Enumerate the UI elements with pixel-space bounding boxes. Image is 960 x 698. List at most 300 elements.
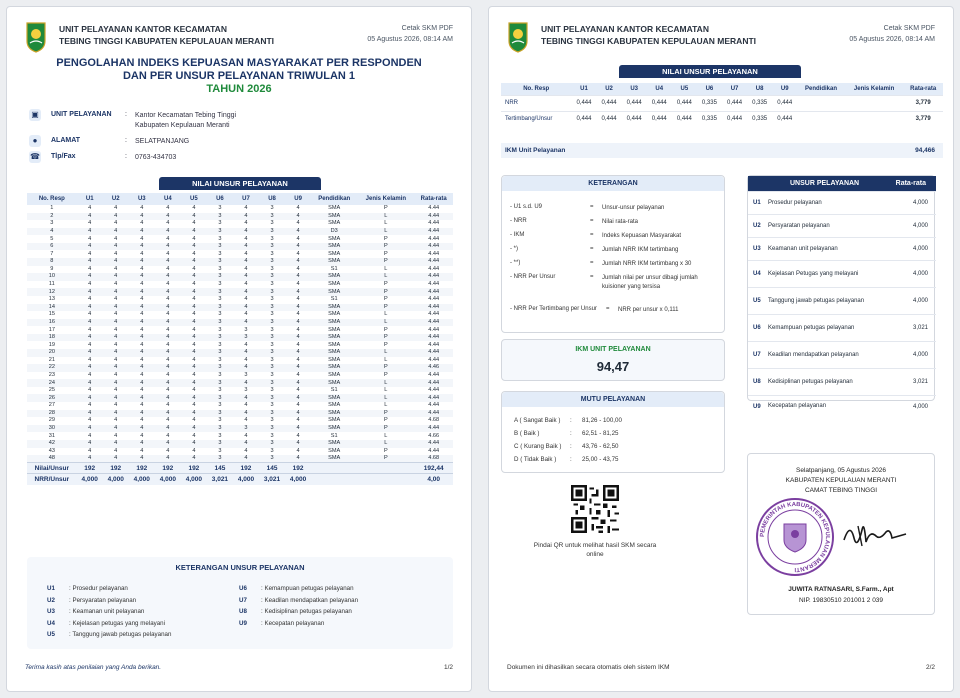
table-cell: 4 xyxy=(114,326,118,333)
table-cell: 3 xyxy=(207,304,233,312)
table-cell: 4 xyxy=(181,455,207,463)
table-cell: 3 xyxy=(207,258,233,266)
summary-cell xyxy=(357,474,414,485)
table-cell: 4 xyxy=(88,265,92,272)
table-cell: 4 xyxy=(155,425,181,433)
column-header: No. Resp xyxy=(27,193,77,205)
table-cell: L xyxy=(384,265,388,272)
table-cell: 4 xyxy=(155,273,181,281)
table-cell: 3 xyxy=(207,349,233,357)
table-cell: 4.44 xyxy=(428,356,440,363)
print-date: 05 Agustus 2026, 08:14 AM xyxy=(849,36,935,43)
table-cell: 19 xyxy=(48,341,55,348)
column-header: U6 xyxy=(697,83,722,95)
table-cell: 4 xyxy=(77,273,103,281)
table-cell: 0,444 xyxy=(772,111,797,127)
table-cell: 0,335 xyxy=(697,95,722,111)
table-cell: 3 xyxy=(218,402,222,409)
table-cell: 4 xyxy=(88,356,92,363)
table-cell: 3 xyxy=(259,273,285,281)
table-cell: 3 xyxy=(207,243,233,251)
table-cell: 3 xyxy=(207,425,233,433)
summary-row xyxy=(27,463,453,474)
table-cell: 4 xyxy=(244,402,248,409)
summary-cell: 4,000 xyxy=(103,474,129,485)
table-cell: SMA xyxy=(328,447,341,454)
table-cell: P xyxy=(383,417,388,424)
table-cell: D3 xyxy=(311,228,357,236)
table-cell: 4 xyxy=(114,235,118,242)
table-cell: SMA xyxy=(311,425,357,433)
table-row xyxy=(27,341,453,349)
table-cell: 10 xyxy=(27,273,77,281)
table-cell: 4 xyxy=(296,265,300,272)
table-cell: 4 xyxy=(129,440,155,448)
table-cell: 4 xyxy=(140,311,144,318)
table-cell: 4 xyxy=(192,432,196,439)
table-cell: 3,779 xyxy=(903,95,943,111)
table-cell: 4 xyxy=(114,341,118,348)
ikm-unit-value: 94,47 xyxy=(596,359,630,374)
unsur-row: U5 Tanggung jawab petugas pelayanan 4,000 xyxy=(748,288,936,315)
table-row xyxy=(27,296,453,304)
table-cell: 4.44 xyxy=(414,349,453,357)
table-cell: 4 xyxy=(155,410,181,418)
table-cell: 4 xyxy=(233,440,259,448)
table-cell: 3 xyxy=(259,243,285,251)
table-cell: P xyxy=(357,288,414,296)
table-cell: 4 xyxy=(155,319,181,327)
table-cell: 4 xyxy=(166,341,170,348)
table-cell: SMA xyxy=(311,379,357,387)
table-cell: L xyxy=(357,228,414,236)
table-cell: 4 xyxy=(129,349,155,357)
table-cell: 31 xyxy=(48,432,55,439)
table-cell: L xyxy=(357,319,414,327)
table-cell: 4 xyxy=(155,364,181,372)
table-cell: 4 xyxy=(155,213,181,221)
table-cell: 26 xyxy=(27,394,77,402)
column-header: U3 xyxy=(622,83,647,95)
table-row xyxy=(27,311,453,319)
table-cell: 3 xyxy=(233,425,259,433)
table-cell: 3 xyxy=(270,387,274,394)
table-cell: 0,444 xyxy=(647,111,672,127)
table-cell: 4.44 xyxy=(428,326,440,333)
column-header: U2 xyxy=(103,193,129,205)
info-unit: ▣ UNIT PELAYANAN : Kantor Kecamatan Tebing Tinggi Kabupaten Kepulauan Meranti xyxy=(29,109,449,135)
column-header: U1 xyxy=(77,193,103,205)
summary-cell: 4,000 xyxy=(181,474,207,485)
table-cell: 4 xyxy=(140,326,144,333)
table-cell: SMA xyxy=(328,341,341,348)
table-cell: 4 xyxy=(181,410,207,418)
table-cell: P xyxy=(383,372,388,378)
table-cell: 4 xyxy=(285,455,311,463)
column-header: U1 xyxy=(571,83,596,95)
table-row xyxy=(27,432,453,440)
table-cell: 4 xyxy=(114,281,118,288)
table-cell: 4.44 xyxy=(428,296,440,303)
table-cell: 4 xyxy=(129,213,155,221)
table-title: NILAI UNSUR PELAYANAN xyxy=(619,65,801,78)
table-cell: 4 xyxy=(181,243,207,251)
table-cell: 4 xyxy=(88,447,92,454)
table-cell: 3 xyxy=(270,265,274,272)
table-cell: 4 xyxy=(103,243,129,251)
table-cell: 17 xyxy=(48,326,55,333)
table-cell: 4 xyxy=(129,288,155,296)
table-cell: 3 xyxy=(233,334,259,342)
table-cell: 4 xyxy=(192,387,196,394)
table-cell: L xyxy=(357,394,414,402)
table-cell: 4.44 xyxy=(414,394,453,402)
table-row xyxy=(27,455,453,463)
table-cell: 3 xyxy=(270,372,274,378)
table-cell: 3 xyxy=(218,296,222,303)
table-cell: 4 xyxy=(166,311,170,318)
column-header: U9 xyxy=(772,83,797,95)
table-cell: 4 xyxy=(296,296,300,303)
table-cell: 4 xyxy=(155,349,181,357)
table-cell: 4 xyxy=(103,425,129,433)
table-cell: 3 xyxy=(259,455,285,463)
table-cell: P xyxy=(383,205,388,212)
table-cell xyxy=(797,111,845,127)
summary-cell: Nilai/Unsur xyxy=(27,463,77,474)
table-cell: 0,444 xyxy=(622,95,647,111)
table-cell: 4 xyxy=(129,273,155,281)
table-cell: 3 xyxy=(259,258,285,266)
column-header: U6 xyxy=(207,193,233,205)
table-cell: 4 xyxy=(285,319,311,327)
table-cell: 3 xyxy=(270,296,274,303)
table-cell: 4 xyxy=(114,447,118,454)
table-cell: P xyxy=(357,410,414,418)
table-cell: 8 xyxy=(27,258,77,266)
table-cell: SMA xyxy=(328,402,341,409)
table-cell: 3 xyxy=(207,273,233,281)
column-header: U8 xyxy=(747,83,772,95)
table-cell: 4 xyxy=(155,379,181,387)
table-cell: 3 xyxy=(270,417,274,424)
table-cell: 4 xyxy=(192,447,196,454)
table-cell: 4 xyxy=(103,258,129,266)
table-cell: 3 xyxy=(270,220,274,227)
table-cell: 4 xyxy=(244,220,248,227)
table-cell: 3 xyxy=(259,334,285,342)
table-row xyxy=(27,410,453,418)
table-cell: SMA xyxy=(328,281,341,288)
table-cell: 4 xyxy=(166,417,170,424)
column-header: U2 xyxy=(597,83,622,95)
table-cell: 0,444 xyxy=(622,111,647,127)
table-cell: 4.44 xyxy=(414,304,453,312)
table-cell: P xyxy=(383,250,388,257)
regency-logo-icon xyxy=(507,21,529,53)
table-cell: 4 xyxy=(88,417,92,424)
table-cell: 0,335 xyxy=(747,95,772,111)
table-cell: 4 xyxy=(129,394,155,402)
table-cell: P xyxy=(357,364,414,372)
table-cell: 4 xyxy=(166,402,170,409)
table-cell: 0,444 xyxy=(772,95,797,111)
table-cell: 4 xyxy=(181,425,207,433)
table-cell: S1 xyxy=(330,296,338,303)
table-cell: 4 xyxy=(166,432,170,439)
table-cell: 0,444 xyxy=(571,111,596,127)
table-cell: 4 xyxy=(233,228,259,236)
office-name-line1: UNIT PELAYANAN KANTOR KECAMATAN xyxy=(59,24,227,34)
table-cell: 4 xyxy=(129,364,155,372)
summary-cell xyxy=(311,474,357,485)
table-cell: 4 xyxy=(296,311,300,318)
table-cell: 4 xyxy=(114,265,118,272)
phone-icon: ☎ xyxy=(30,152,40,161)
table-cell: SMA xyxy=(311,455,357,463)
table-cell: 4 xyxy=(77,455,103,463)
table-cell: 4 xyxy=(244,311,248,318)
table-cell: 18 xyxy=(27,334,77,342)
regency-logo-icon xyxy=(25,21,47,53)
table-cell: L xyxy=(357,440,414,448)
table-cell: 4 xyxy=(27,228,77,236)
table-cell: 4 xyxy=(140,265,144,272)
summary-cell xyxy=(311,463,357,474)
table-cell: P xyxy=(383,281,388,288)
table-cell: 4 xyxy=(88,250,92,257)
table-cell: 13 xyxy=(48,296,55,303)
table-cell: 4 xyxy=(166,326,170,333)
table-cell: 30 xyxy=(27,425,77,433)
table-cell: 4.44 xyxy=(428,205,440,212)
table-cell: 4 xyxy=(140,372,144,378)
footer-note: Dokumen ini dihasilkan secara otomatis oleh sistem IKM xyxy=(507,664,670,671)
table-cell: 3 xyxy=(218,311,222,318)
table-cell: 3 xyxy=(259,410,285,418)
print-label: Cetak SKM PDF xyxy=(401,25,453,32)
table-cell: L xyxy=(384,402,388,409)
unsur-table xyxy=(748,191,936,418)
table-cell: 4 xyxy=(77,304,103,312)
table-cell: 4 xyxy=(140,387,144,394)
qr-caption: Pindai QR untuk melihat hasil SKM secara online xyxy=(533,542,657,558)
table-cell: 29 xyxy=(48,417,55,424)
table-cell: 0,444 xyxy=(597,111,622,127)
table-cell: 3 xyxy=(218,265,222,272)
table-row xyxy=(27,243,453,251)
footer-note: Terima kasih atas penilaian yang Anda berikan. xyxy=(25,664,162,671)
legend-item: U3 : Keamanan unit pelayanan xyxy=(47,608,145,615)
table-cell: 1 xyxy=(50,205,54,212)
table-cell: P xyxy=(357,243,414,251)
table-cell: L xyxy=(357,213,414,221)
table-cell: 4 xyxy=(285,364,311,372)
table-cell: 4 xyxy=(181,334,207,342)
table-row xyxy=(27,425,453,433)
legend-item: U7 : Keadilan mendapatkan pelayanan xyxy=(239,596,359,604)
table-cell: 3 xyxy=(259,440,285,448)
table-cell: SMA xyxy=(311,319,357,327)
table-cell: 4 xyxy=(129,243,155,251)
table-cell: 4 xyxy=(140,447,144,454)
table-cell: 4 xyxy=(114,432,118,439)
table-cell: SMA xyxy=(328,250,341,257)
unsur-row: U4 Kejelasan Petugas yang melayani 4,000 xyxy=(748,261,936,288)
table-cell: 4 xyxy=(285,410,311,418)
building-icon: ▣ xyxy=(29,109,41,121)
table-row xyxy=(27,273,453,281)
table-cell: 4 xyxy=(296,417,300,424)
table-cell: 3 xyxy=(218,417,222,424)
table-cell: 3 xyxy=(218,372,222,378)
table-cell: 4 xyxy=(129,410,155,418)
legend-item: U2 : Persyaratan pelayanan xyxy=(47,596,137,604)
table-cell: 3 xyxy=(207,410,233,418)
table-cell: SMA xyxy=(328,220,341,227)
table-cell: 4 xyxy=(77,379,103,387)
table-cell: 3 xyxy=(218,281,222,288)
table-cell: 4 xyxy=(192,205,196,212)
table-row xyxy=(27,448,453,456)
table-cell: 4 xyxy=(166,205,170,212)
table-cell: 4.46 xyxy=(414,364,453,372)
table-cell: SMA xyxy=(328,372,341,378)
table-cell: 4 xyxy=(155,440,181,448)
table-cell: 4 xyxy=(114,372,118,378)
table-cell: 4 xyxy=(114,296,118,303)
table-cell: 3 xyxy=(50,220,54,227)
table-cell: 4 xyxy=(129,379,155,387)
table-cell: 24 xyxy=(27,379,77,387)
table-cell: 4 xyxy=(88,341,92,348)
table-cell: 4.44 xyxy=(428,341,440,348)
table-cell: 4 xyxy=(285,273,311,281)
table-cell: 4 xyxy=(166,296,170,303)
table-cell: 4 xyxy=(192,220,196,227)
table-cell: 4 xyxy=(181,440,207,448)
table-cell: 4 xyxy=(155,304,181,312)
table-cell: 4.68 xyxy=(414,455,453,463)
table-cell: 3 xyxy=(270,250,274,257)
table-cell: 4.44 xyxy=(414,440,453,448)
table-cell: 3 xyxy=(270,311,274,318)
table-cell: 3 xyxy=(259,349,285,357)
legend-item: U4 : Kejelasan petugas yang melayani xyxy=(47,619,165,627)
table-row xyxy=(27,334,453,342)
table-cell: 4 xyxy=(233,258,259,266)
table-cell: 4 xyxy=(181,394,207,402)
table-row xyxy=(27,205,453,213)
summary-cell: 4,000 xyxy=(233,474,259,485)
table-cell: 4 xyxy=(192,417,196,424)
table-cell: 4 xyxy=(244,205,248,212)
unsur-row: U8 Kedisiplinan petugas pelayanan 3,021 xyxy=(748,369,936,396)
table-cell: 4 xyxy=(103,273,129,281)
table-cell: 4 xyxy=(88,326,92,333)
page-header xyxy=(25,19,453,59)
table-row xyxy=(27,372,453,380)
office-name-line2: TEBING TINGGI KABUPATEN KEPULAUAN MERANTI xyxy=(59,36,275,46)
table-row xyxy=(27,235,453,243)
table-cell xyxy=(845,95,904,111)
table-cell: 3 xyxy=(218,432,222,439)
table-cell: 28 xyxy=(27,410,77,418)
table-row xyxy=(27,402,453,410)
table-row xyxy=(27,228,453,236)
office-name-line1: UNIT PELAYANAN KANTOR KECAMATAN xyxy=(541,24,709,34)
table-cell: 4 xyxy=(103,364,129,372)
table-cell: 4 xyxy=(129,455,155,463)
table-cell: 4 xyxy=(233,364,259,372)
table-cell: 3 xyxy=(207,379,233,387)
unsur-card: UNSUR PELAYANAN Rata-rata U1 Prosedur pelayanan 4,000 U2 Persyaratan pelayanan 4,000 U3 Keamanan unit pelayanan 4,000 U4 Kejelasan Petugas yang melayani 4,000 U5 Tanggung jawab petugas pelayanan 4,000 U6 Kemampuan petugas pelayanan 3,021 U7 Keadilan mendapatkan pelayanan 4,000 U8 Kedisiplinan petugas pelayanan 3,021 U9 Kecepatan pelayanan 4,000 xyxy=(747,175,935,401)
table-cell: 4 xyxy=(140,417,144,424)
summary-cell: 192 xyxy=(129,463,155,474)
table-cell: 3 xyxy=(207,334,233,342)
table-cell: 4 xyxy=(296,220,300,227)
table-cell: 4 xyxy=(285,304,311,312)
table-cell: 4 xyxy=(192,311,196,318)
table-cell: SMA xyxy=(328,326,341,333)
table-cell: 4 xyxy=(140,341,144,348)
table-cell: P xyxy=(383,341,388,348)
table-cell: 4 xyxy=(285,425,311,433)
table-cell: 4 xyxy=(103,334,129,342)
table-cell: 4 xyxy=(181,288,207,296)
table-cell: 4 xyxy=(166,447,170,454)
table-cell: 4 xyxy=(296,432,300,439)
column-header: Rata-rata xyxy=(903,83,943,95)
column-header: U5 xyxy=(181,193,207,205)
summary-cell: 145 xyxy=(259,463,285,474)
table-cell: SMA xyxy=(311,243,357,251)
table-cell: 4 xyxy=(88,235,92,242)
table-cell: 3 xyxy=(259,213,285,221)
table-cell: 4 xyxy=(114,387,118,394)
table-cell: 4 xyxy=(296,326,300,333)
table-cell: P xyxy=(357,304,414,312)
table-cell: 3 xyxy=(207,364,233,372)
table-cell: 4 xyxy=(244,417,248,424)
column-header: U7 xyxy=(722,83,747,95)
qr-code-icon[interactable] xyxy=(571,485,619,533)
column-header: Pendidikan xyxy=(311,193,357,205)
table-cell: 7 xyxy=(50,250,54,257)
table-cell: 4 xyxy=(129,334,155,342)
table-cell: 4 xyxy=(181,228,207,236)
table-cell: 4 xyxy=(140,220,144,227)
table-cell: 4 xyxy=(140,205,144,212)
table-cell: 43 xyxy=(48,447,55,454)
table-cell: SMA xyxy=(311,394,357,402)
summary-cell: 192 xyxy=(103,463,129,474)
table-cell: 4.44 xyxy=(428,372,440,378)
print-label: Cetak SKM PDF xyxy=(883,25,935,32)
table-cell: 4 xyxy=(129,228,155,236)
table-cell: 4 xyxy=(244,296,248,303)
column-header: U4 xyxy=(155,193,181,205)
column-header: U4 xyxy=(647,83,672,95)
table-cell: 4 xyxy=(192,235,196,242)
table-cell: 4.44 xyxy=(428,402,440,409)
summary-cell: 4,000 xyxy=(285,474,311,485)
table-cell: 4 xyxy=(114,417,118,424)
table-cell: 4 xyxy=(103,319,129,327)
table-cell: 4 xyxy=(192,296,196,303)
table-cell: 3 xyxy=(218,356,222,363)
table-cell: 4 xyxy=(155,258,181,266)
